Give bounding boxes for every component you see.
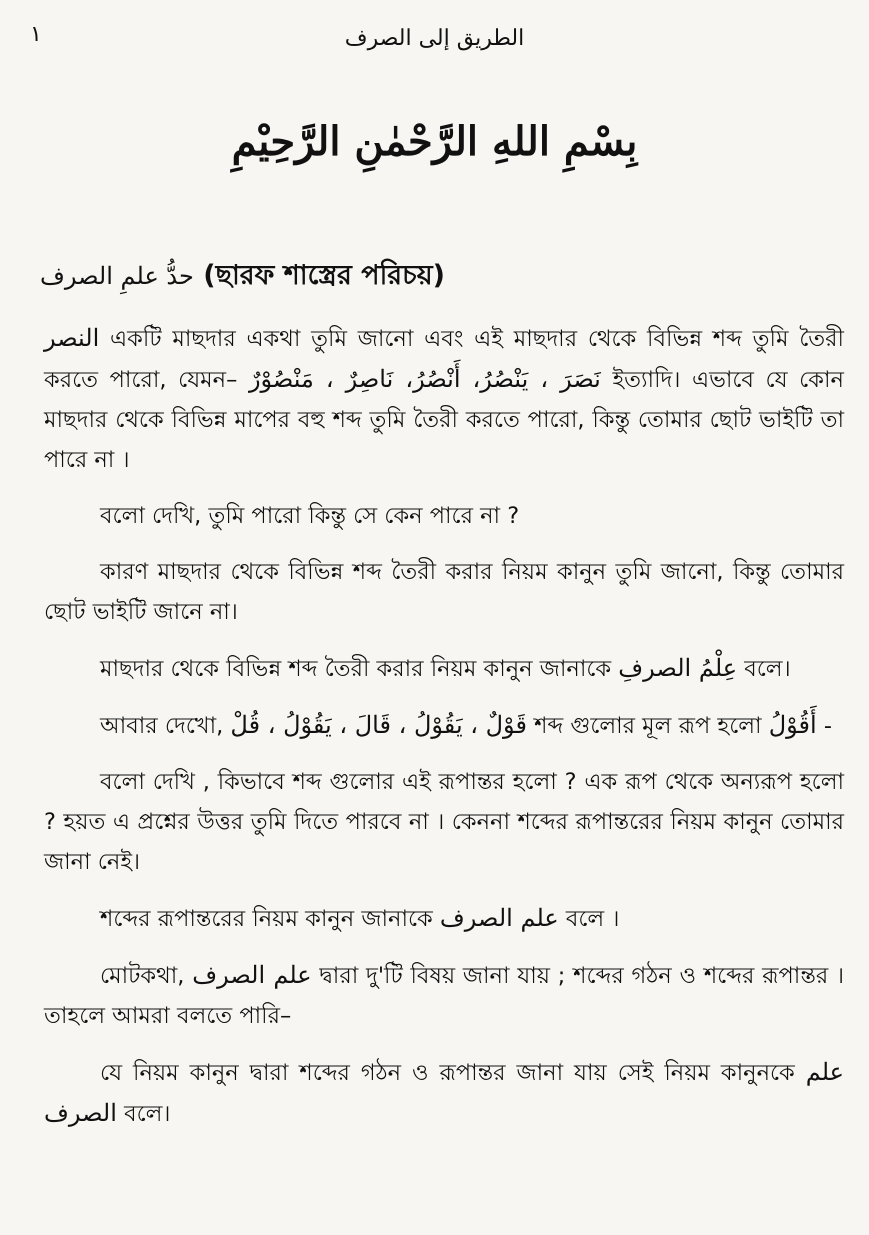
page-header bbox=[0, 20, 869, 60]
paragraph-8 bbox=[44, 955, 844, 1036]
page-number: ١ bbox=[30, 22, 42, 47]
paragraph-text: মাছদার থেকে বিভিন্ন শব্দ তৈরী করার নিয়ম কানুন জানাকে bbox=[100, 656, 612, 682]
paragraph-7 bbox=[44, 898, 844, 939]
paragraph-text: - bbox=[823, 713, 832, 739]
bismillah-calligraphy: بِسْمِ اللهِ الرَّحْمٰنِ الرَّحِيْمِ bbox=[231, 118, 638, 165]
paragraph-9 bbox=[44, 1052, 844, 1134]
arabic-term: نَصَرَ ، يَنْصُرُ، أَنْصُرُ، نَاصِرٌ ، مَنْصُوْرٌ bbox=[248, 365, 601, 393]
paragraph-text: যে নিয়ম কানুন দ্বারা শব্দের গঠন ও রূপান্তর জানা যায় সেই নিয়ম কানুনকে bbox=[100, 1060, 795, 1086]
arabic-term: النصر bbox=[44, 324, 100, 352]
paragraph-text: বলে । bbox=[565, 906, 620, 932]
paragraph-text: আবার দেখো, bbox=[100, 713, 224, 739]
paragraph-3: কারণ মাছদার থেকে বিভিন্ন শব্দ তৈরী করার নিয়ম কানুন তুমি জানো, কিন্তু তোমার ছোট ভাইটি জানে না। bbox=[44, 559, 844, 625]
paragraph-text: ইত্যাদি। এভাবে যে কোন মাছদার থেকে বিভিন্ন মাপের বহু শব্দ তুমি তৈরী করতে পারো, কিন্তু তোমার ছোট ভাইটি তা পারে না । bbox=[44, 367, 844, 473]
arabic-term: عِلْمُ الصرفِ bbox=[618, 654, 738, 682]
bleed-through-text bbox=[40, 95, 860, 117]
paragraph-text: মোটকথা, bbox=[100, 963, 185, 989]
paragraph-4 bbox=[44, 648, 844, 689]
arabic-term: علم الصرف bbox=[44, 1058, 844, 1127]
paragraph-2: বলো দেখি, তুমি পারো কিন্তু সে কেন পারে না ? bbox=[100, 503, 520, 529]
paragraph-text: বলে। bbox=[744, 656, 791, 682]
paragraph-text: শব্দ গুলোর মূল রূপ হলো bbox=[534, 713, 762, 739]
running-title: الطريق إلى الصرف bbox=[344, 26, 525, 51]
arabic-term: علم الصرف bbox=[439, 904, 559, 932]
paragraph-text: দ্বারা দু'টি বিষয় জানা যায় ; শব্দের গঠন ও শব্দের রূপান্তর । তাহলে আমরা বলতে পারি– bbox=[44, 963, 845, 1029]
section-heading bbox=[40, 255, 840, 300]
arabic-term: علم الصرف bbox=[192, 961, 312, 989]
paragraph-6: বলো দেখি , কিভাবে শব্দ গুলোর এই রূপান্তর হলো ? এক রূপ থেকে অন্যরূপ হলো ? হয়ত এ প্রশ্নের উত্তর তুমি দিতে পারবে না । কেননা শব্দের রূপান্তরের নিয়ম কানুন তোমার জানা নেই। bbox=[44, 769, 844, 875]
paragraph-1 bbox=[44, 318, 844, 480]
body-text bbox=[44, 318, 844, 1150]
paragraph-text: বলে। bbox=[124, 1101, 171, 1127]
arabic-term: قَوْلٌ ، يَقُوْلُ ، قَالَ ، يَقُوْلُ ، قُلْ bbox=[230, 711, 527, 739]
arabic-term: أَقُوْلُ bbox=[768, 711, 817, 739]
paragraph-5 bbox=[44, 705, 844, 746]
heading-arabic: حدُّ علمِ الصرف bbox=[40, 262, 194, 290]
paragraph-text: শব্দের রূপান্তরের নিয়ম কানুন জানাকে bbox=[100, 906, 433, 932]
paragraph-text: একটি মাছদার একথা তুমি জানো এবং এই মাছদার থেকে বিভিন্ন শব্দ তুমি তৈরী করতে পারো, যেমন– bbox=[44, 326, 844, 393]
heading-bengali: (ছারফ শাস্ত্রের পরিচয়) bbox=[203, 260, 445, 291]
